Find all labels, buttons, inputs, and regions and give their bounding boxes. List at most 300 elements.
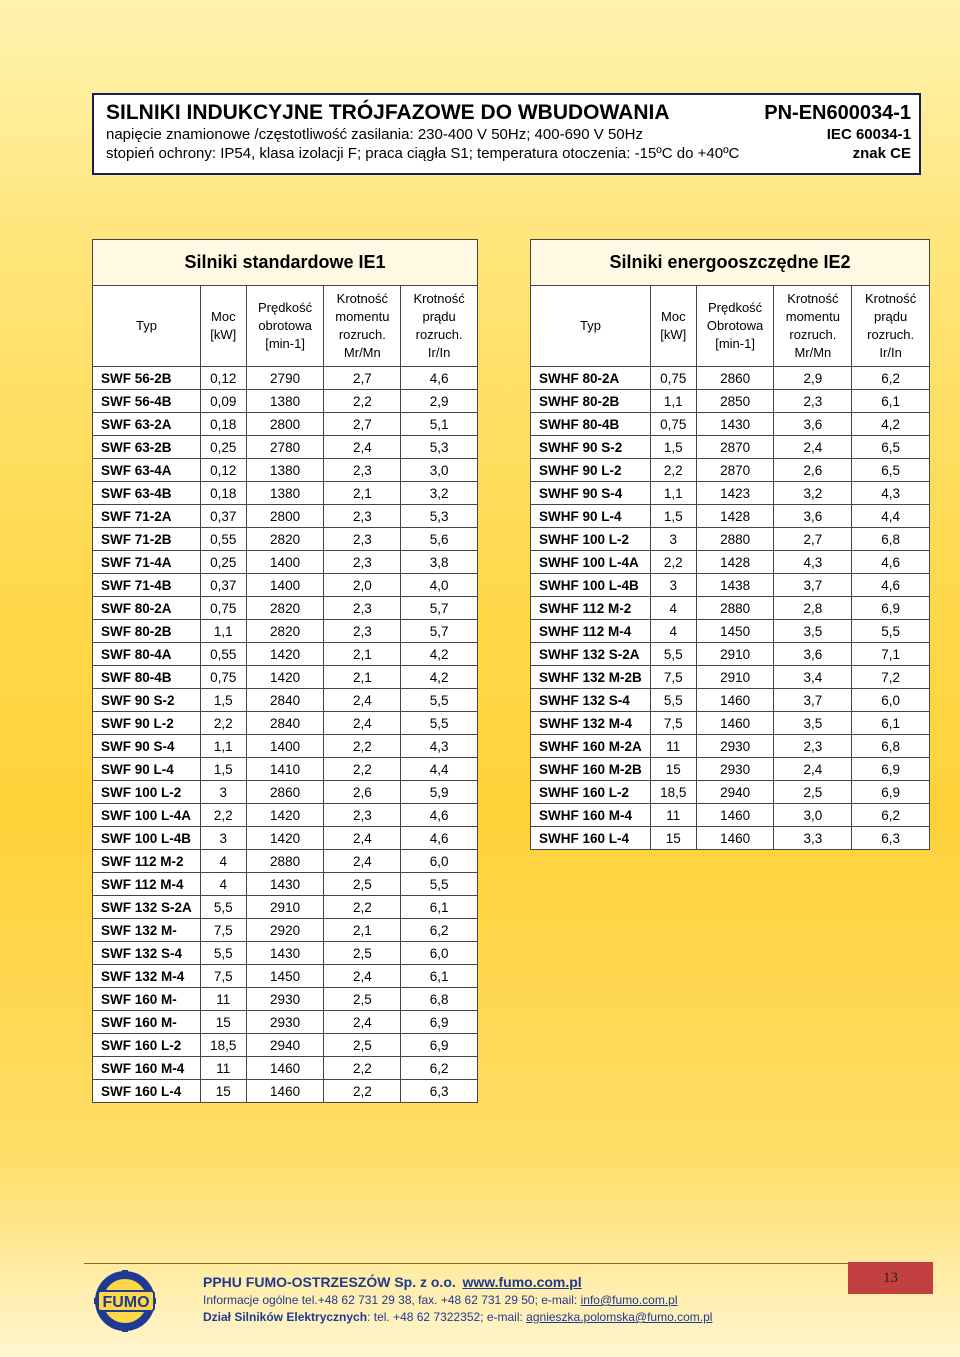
value-cell: 6,1 xyxy=(852,390,930,413)
value-cell: 2,1 xyxy=(324,919,401,942)
motor-type-cell: SWHF 112 M-4 xyxy=(531,620,651,643)
value-cell: 11 xyxy=(650,735,696,758)
value-cell: 4,2 xyxy=(852,413,930,436)
value-cell: 6,8 xyxy=(852,528,930,551)
value-cell: 2,8 xyxy=(774,597,852,620)
voltage-info: napięcie znamionowe /częstotliwość zasilania: 230-400 V 50Hz; 400-690 V 50Hz xyxy=(106,126,643,143)
value-cell: 2840 xyxy=(246,689,324,712)
value-cell: 0,75 xyxy=(200,666,246,689)
value-cell: 2,4 xyxy=(774,758,852,781)
value-cell: 15 xyxy=(650,758,696,781)
value-cell: 2,6 xyxy=(324,781,401,804)
value-cell: 3 xyxy=(200,827,246,850)
value-cell: 2,4 xyxy=(324,689,401,712)
motor-type-cell: SWHF 132 S-4 xyxy=(531,689,651,712)
value-cell: 0,75 xyxy=(650,367,696,390)
value-cell: 1438 xyxy=(696,574,774,597)
motor-type-cell: SWF 71-2B xyxy=(93,528,201,551)
value-cell: 3,3 xyxy=(774,827,852,850)
value-cell: 1,1 xyxy=(650,482,696,505)
table-row xyxy=(531,459,930,482)
value-cell: 2840 xyxy=(246,712,324,735)
table-row xyxy=(531,804,930,827)
motor-type-cell: SWF 80-2B xyxy=(93,620,201,643)
value-cell: 4 xyxy=(200,850,246,873)
column-header-line: [kW] xyxy=(660,327,687,342)
value-cell: 5,5 xyxy=(401,689,478,712)
value-cell: 6,9 xyxy=(852,758,930,781)
column-header-line: [min-1] xyxy=(265,336,305,351)
column-header-line: [kW] xyxy=(210,327,237,342)
value-cell: 0,75 xyxy=(650,413,696,436)
value-cell: 2,3 xyxy=(324,505,401,528)
value-cell: 2,4 xyxy=(324,827,401,850)
column-header-line: Moc xyxy=(661,309,686,324)
table-row xyxy=(93,597,478,620)
value-cell: 3,0 xyxy=(401,459,478,482)
value-cell: 2910 xyxy=(246,896,324,919)
value-cell: 1420 xyxy=(246,643,324,666)
value-cell: 2,5 xyxy=(324,1034,401,1057)
column-header-line: Prędkość xyxy=(257,300,313,315)
column-header-line: Moc xyxy=(211,309,236,324)
motor-type-cell: SWF 100 L-4B xyxy=(93,827,201,850)
value-cell: 6,9 xyxy=(852,597,930,620)
column-header-line: Typ xyxy=(135,318,157,333)
motor-type-cell: SWF 112 M-4 xyxy=(93,873,201,896)
table-row xyxy=(93,965,478,988)
table-row xyxy=(93,551,478,574)
value-cell: 4,6 xyxy=(401,827,478,850)
value-cell: 2820 xyxy=(246,597,324,620)
value-cell: 3 xyxy=(650,528,696,551)
value-cell: 1420 xyxy=(246,666,324,689)
motor-type-cell: SWHF 90 S-2 xyxy=(531,436,651,459)
table-row xyxy=(93,689,478,712)
table-row xyxy=(531,436,930,459)
value-cell: 0,12 xyxy=(200,367,246,390)
value-cell: 2,2 xyxy=(650,459,696,482)
table-row xyxy=(531,390,930,413)
table-row xyxy=(531,528,930,551)
value-cell: 0,12 xyxy=(200,459,246,482)
column-header xyxy=(324,286,401,367)
value-cell: 1430 xyxy=(696,413,774,436)
value-cell: 2,4 xyxy=(324,850,401,873)
value-cell: 2930 xyxy=(246,1011,324,1034)
value-cell: 2,4 xyxy=(774,436,852,459)
column-header xyxy=(650,286,696,367)
value-cell: 4,4 xyxy=(852,505,930,528)
value-cell: 2,5 xyxy=(324,988,401,1011)
motor-type-cell: SWF 160 L-2 xyxy=(93,1034,201,1057)
value-cell: 0,18 xyxy=(200,413,246,436)
value-cell: 15 xyxy=(650,827,696,850)
column-header-line: Obrotowa xyxy=(706,318,764,333)
value-cell: 6,9 xyxy=(401,1034,478,1057)
motor-type-cell: SWHF 80-2A xyxy=(531,367,651,390)
value-cell: 1460 xyxy=(696,804,774,827)
motor-type-cell: SWHF 80-4B xyxy=(531,413,651,436)
table-section-title: Silniki energooszczędne IE2 xyxy=(531,240,930,286)
table-row xyxy=(93,390,478,413)
value-cell: 0,18 xyxy=(200,482,246,505)
value-cell: 4 xyxy=(650,597,696,620)
table-row xyxy=(93,781,478,804)
value-cell: 2940 xyxy=(246,1034,324,1057)
column-header-line: Ir/In xyxy=(427,345,451,360)
value-cell: 2,1 xyxy=(324,666,401,689)
motor-type-cell: SWF 56-4B xyxy=(93,390,201,413)
table-row xyxy=(531,643,930,666)
value-cell: 2930 xyxy=(696,735,774,758)
value-cell: 6,1 xyxy=(852,712,930,735)
table-row xyxy=(531,735,930,758)
value-cell: 4,3 xyxy=(774,551,852,574)
value-cell: 2,7 xyxy=(324,413,401,436)
value-cell: 3,5 xyxy=(774,620,852,643)
motor-type-cell: SWF 100 L-4A xyxy=(93,804,201,827)
value-cell: 2880 xyxy=(246,850,324,873)
motor-type-cell: SWF 71-4A xyxy=(93,551,201,574)
value-cell: 0,55 xyxy=(200,528,246,551)
document-header xyxy=(92,93,921,175)
motor-type-cell: SWHF 160 M-2B xyxy=(531,758,651,781)
column-header-line: obrotowa xyxy=(258,318,312,333)
value-cell: 4,6 xyxy=(852,551,930,574)
column-header-line: Ir/In xyxy=(879,345,902,360)
table-row xyxy=(531,551,930,574)
value-cell: 3,2 xyxy=(401,482,478,505)
table-row xyxy=(531,367,930,390)
value-cell: 1380 xyxy=(246,459,324,482)
value-cell: 2860 xyxy=(696,367,774,390)
value-cell: 1460 xyxy=(246,1057,324,1080)
value-cell: 2860 xyxy=(246,781,324,804)
column-header-line: prądu xyxy=(873,309,908,324)
value-cell: 2820 xyxy=(246,528,324,551)
value-cell: 1,5 xyxy=(200,689,246,712)
value-cell: 3,7 xyxy=(774,689,852,712)
value-cell: 6,0 xyxy=(401,850,478,873)
table-row xyxy=(93,528,478,551)
value-cell: 2,3 xyxy=(324,620,401,643)
value-cell: 3 xyxy=(200,781,246,804)
value-cell: 11 xyxy=(200,1057,246,1080)
svg-text:FUMO: FUMO xyxy=(102,1294,150,1311)
column-header xyxy=(93,286,201,367)
value-cell: 1450 xyxy=(696,620,774,643)
value-cell: 2,7 xyxy=(324,367,401,390)
value-cell: 3,6 xyxy=(774,643,852,666)
value-cell: 2,3 xyxy=(324,551,401,574)
motor-type-cell: SWHF 132 M-4 xyxy=(531,712,651,735)
value-cell: 1400 xyxy=(246,551,324,574)
table-row xyxy=(93,712,478,735)
value-cell: 11 xyxy=(650,804,696,827)
table-row xyxy=(93,827,478,850)
value-cell: 6,8 xyxy=(852,735,930,758)
motor-type-cell: SWHF 80-2B xyxy=(531,390,651,413)
value-cell: 0,37 xyxy=(200,505,246,528)
table-row xyxy=(531,505,930,528)
value-cell: 5,5 xyxy=(200,942,246,965)
value-cell: 3 xyxy=(650,574,696,597)
value-cell: 1460 xyxy=(696,827,774,850)
department-label: Dział Silników Elektrycznych xyxy=(203,1310,368,1324)
table-row xyxy=(531,712,930,735)
website-link[interactable]: www.fumo.com.pl xyxy=(462,1274,582,1290)
motor-type-cell: SWF 160 M- xyxy=(93,988,201,1011)
column-header-line: Krotność xyxy=(864,291,917,306)
table-row xyxy=(93,735,478,758)
value-cell: 6,2 xyxy=(852,804,930,827)
value-cell: 3,7 xyxy=(774,574,852,597)
value-cell: 2,2 xyxy=(324,1057,401,1080)
motor-type-cell: SWF 160 M- xyxy=(93,1011,201,1034)
value-cell: 2,1 xyxy=(324,643,401,666)
value-cell: 7,1 xyxy=(852,643,930,666)
value-cell: 4,2 xyxy=(401,643,478,666)
motor-type-cell: SWHF 160 L-2 xyxy=(531,781,651,804)
value-cell: 2880 xyxy=(696,528,774,551)
value-cell: 7,5 xyxy=(200,965,246,988)
value-cell: 2820 xyxy=(246,620,324,643)
value-cell: 2,2 xyxy=(324,1080,401,1103)
info-email-link[interactable]: info@fumo.com.pl xyxy=(580,1293,678,1307)
value-cell: 2940 xyxy=(696,781,774,804)
value-cell: 15 xyxy=(200,1011,246,1034)
value-cell: 2,3 xyxy=(774,735,852,758)
value-cell: 2,3 xyxy=(324,459,401,482)
value-cell: 2,5 xyxy=(774,781,852,804)
motor-type-cell: SWF 90 S-4 xyxy=(93,735,201,758)
column-header-line: Krotność xyxy=(336,291,388,306)
motor-type-cell: SWF 160 L-4 xyxy=(93,1080,201,1103)
table-row xyxy=(93,1011,478,1034)
value-cell: 1460 xyxy=(246,1080,324,1103)
value-cell: 6,0 xyxy=(852,689,930,712)
value-cell: 0,25 xyxy=(200,551,246,574)
motor-type-cell: SWF 100 L-2 xyxy=(93,781,201,804)
table-row xyxy=(531,827,930,850)
table-row xyxy=(93,1034,478,1057)
value-cell: 5,5 xyxy=(401,873,478,896)
table-row xyxy=(531,574,930,597)
motor-type-cell: SWHF 132 M-2B xyxy=(531,666,651,689)
value-cell: 18,5 xyxy=(200,1034,246,1057)
column-header xyxy=(401,286,478,367)
value-cell: 2,9 xyxy=(401,390,478,413)
value-cell: 5,5 xyxy=(650,689,696,712)
value-cell: 2930 xyxy=(696,758,774,781)
value-cell: 4 xyxy=(650,620,696,643)
value-cell: 6,8 xyxy=(401,988,478,1011)
column-header xyxy=(531,286,651,367)
value-cell: 2,2 xyxy=(324,735,401,758)
motor-type-cell: SWHF 90 L-4 xyxy=(531,505,651,528)
value-cell: 6,3 xyxy=(852,827,930,850)
column-header-line: rozruch. xyxy=(415,327,463,342)
value-cell: 4,6 xyxy=(401,804,478,827)
ce-mark-label: znak CE xyxy=(852,145,911,162)
value-cell: 2,3 xyxy=(774,390,852,413)
table-row xyxy=(93,873,478,896)
value-cell: 2790 xyxy=(246,367,324,390)
value-cell: 11 xyxy=(200,988,246,1011)
table-row xyxy=(93,620,478,643)
value-cell: 2920 xyxy=(246,919,324,942)
value-cell: 5,5 xyxy=(200,896,246,919)
table-row xyxy=(93,643,478,666)
table-row xyxy=(93,574,478,597)
department-email-link[interactable]: agnieszka.polomska@fumo.com.pl xyxy=(526,1310,713,1324)
department-contact: : tel. +48 62 7322352; e-mail: xyxy=(367,1310,527,1324)
table-row xyxy=(93,367,478,390)
motor-type-cell: SWHF 160 M-4 xyxy=(531,804,651,827)
value-cell: 2,9 xyxy=(774,367,852,390)
value-cell: 0,75 xyxy=(200,597,246,620)
motor-type-cell: SWF 90 S-2 xyxy=(93,689,201,712)
column-header-line: prądu xyxy=(422,309,456,324)
table-row xyxy=(93,896,478,919)
column-header xyxy=(774,286,852,367)
value-cell: 6,5 xyxy=(852,459,930,482)
motor-type-cell: SWHF 160 M-2A xyxy=(531,735,651,758)
page-number: 13 xyxy=(848,1262,933,1294)
motor-type-cell: SWHF 112 M-2 xyxy=(531,597,651,620)
value-cell: 1420 xyxy=(246,827,324,850)
table-row xyxy=(531,413,930,436)
column-header-line: [min-1] xyxy=(715,336,755,351)
value-cell: 1,5 xyxy=(650,436,696,459)
value-cell: 3,5 xyxy=(774,712,852,735)
motor-type-cell: SWF 80-2A xyxy=(93,597,201,620)
column-header xyxy=(852,286,930,367)
value-cell: 1,1 xyxy=(650,390,696,413)
value-cell: 1450 xyxy=(246,965,324,988)
fumo-logo xyxy=(92,1270,174,1332)
value-cell: 1,5 xyxy=(650,505,696,528)
value-cell: 6,2 xyxy=(401,919,478,942)
value-cell: 2,4 xyxy=(324,965,401,988)
standard-label: PN-EN600034-1 xyxy=(764,102,911,124)
value-cell: 3,6 xyxy=(774,413,852,436)
value-cell: 5,7 xyxy=(401,620,478,643)
general-contact: Informacje ogólne tel.+48 62 731 29 38, fax. +48 62 731 29 50; e-mail: xyxy=(203,1293,581,1307)
value-cell: 0,55 xyxy=(200,643,246,666)
value-cell: 5,6 xyxy=(401,528,478,551)
column-header-line: rozruch. xyxy=(789,327,837,342)
motor-type-cell: SWHF 100 L-2 xyxy=(531,528,651,551)
motor-type-cell: SWHF 132 S-2A xyxy=(531,643,651,666)
value-cell: 2850 xyxy=(696,390,774,413)
value-cell: 15 xyxy=(200,1080,246,1103)
table-row xyxy=(93,666,478,689)
motor-type-cell: SWF 90 L-4 xyxy=(93,758,201,781)
value-cell: 5,9 xyxy=(401,781,478,804)
value-cell: 2,3 xyxy=(324,528,401,551)
table-row xyxy=(531,482,930,505)
value-cell: 2880 xyxy=(696,597,774,620)
motor-type-cell: SWF 132 M- xyxy=(93,919,201,942)
energy-saving-motors-table xyxy=(530,239,930,850)
motor-type-cell: SWF 63-4B xyxy=(93,482,201,505)
motor-type-cell: SWHF 160 L-4 xyxy=(531,827,651,850)
table-row xyxy=(93,919,478,942)
value-cell: 3,2 xyxy=(774,482,852,505)
value-cell: 2,4 xyxy=(324,712,401,735)
value-cell: 2,0 xyxy=(324,574,401,597)
motor-type-cell: SWHF 100 L-4B xyxy=(531,574,651,597)
value-cell: 3,0 xyxy=(774,804,852,827)
footer-contact xyxy=(203,1274,712,1326)
value-cell: 2,6 xyxy=(774,459,852,482)
value-cell: 7,2 xyxy=(852,666,930,689)
table-row xyxy=(93,1080,478,1103)
value-cell: 2930 xyxy=(246,988,324,1011)
motor-type-cell: SWF 132 M-4 xyxy=(93,965,201,988)
column-header-line: Mr/Mn xyxy=(794,345,832,360)
value-cell: 3,6 xyxy=(774,505,852,528)
value-cell: 5,3 xyxy=(401,436,478,459)
value-cell: 6,9 xyxy=(852,781,930,804)
column-header-line: Prędkość xyxy=(707,300,763,315)
value-cell: 7,5 xyxy=(650,666,696,689)
table-row xyxy=(93,850,478,873)
value-cell: 2,4 xyxy=(324,436,401,459)
table-row xyxy=(93,505,478,528)
motor-type-cell: SWF 132 S-4 xyxy=(93,942,201,965)
company-name: PPHU FUMO-OSTRZESZÓW Sp. z o.o. xyxy=(203,1274,456,1290)
table-row xyxy=(531,666,930,689)
column-header xyxy=(246,286,324,367)
value-cell: 3,4 xyxy=(774,666,852,689)
motor-type-cell: SWF 56-2B xyxy=(93,367,201,390)
column-header-line: Krotność xyxy=(413,291,465,306)
value-cell: 1,1 xyxy=(200,620,246,643)
value-cell: 1,5 xyxy=(200,758,246,781)
value-cell: 2870 xyxy=(696,436,774,459)
column-header-line: Krotność xyxy=(787,291,839,306)
motor-type-cell: SWF 71-4B xyxy=(93,574,201,597)
value-cell: 2,1 xyxy=(324,482,401,505)
value-cell: 1400 xyxy=(246,735,324,758)
value-cell: 2,2 xyxy=(324,758,401,781)
value-cell: 1400 xyxy=(246,574,324,597)
column-header-line: rozruch. xyxy=(338,327,386,342)
table-row xyxy=(93,758,478,781)
footer-divider xyxy=(84,1263,850,1264)
table-row xyxy=(93,804,478,827)
value-cell: 6,9 xyxy=(401,1011,478,1034)
value-cell: 7,5 xyxy=(650,712,696,735)
column-header-line: Mr/Mn xyxy=(343,345,381,360)
column-header-line: rozruch. xyxy=(867,327,915,342)
table-row xyxy=(93,413,478,436)
value-cell: 1460 xyxy=(696,689,774,712)
table-row xyxy=(531,781,930,804)
page-title: SILNIKI INDUKCYJNE TRÓJFAZOWE DO WBUDOWANIA xyxy=(106,101,670,124)
motor-type-cell: SWHF 90 L-2 xyxy=(531,459,651,482)
value-cell: 7,5 xyxy=(200,919,246,942)
motor-type-cell: SWF 112 M-2 xyxy=(93,850,201,873)
value-cell: 2,4 xyxy=(324,1011,401,1034)
iec-label: IEC 60034-1 xyxy=(826,126,911,143)
table-row xyxy=(93,436,478,459)
table-row xyxy=(93,482,478,505)
value-cell: 5,5 xyxy=(852,620,930,643)
